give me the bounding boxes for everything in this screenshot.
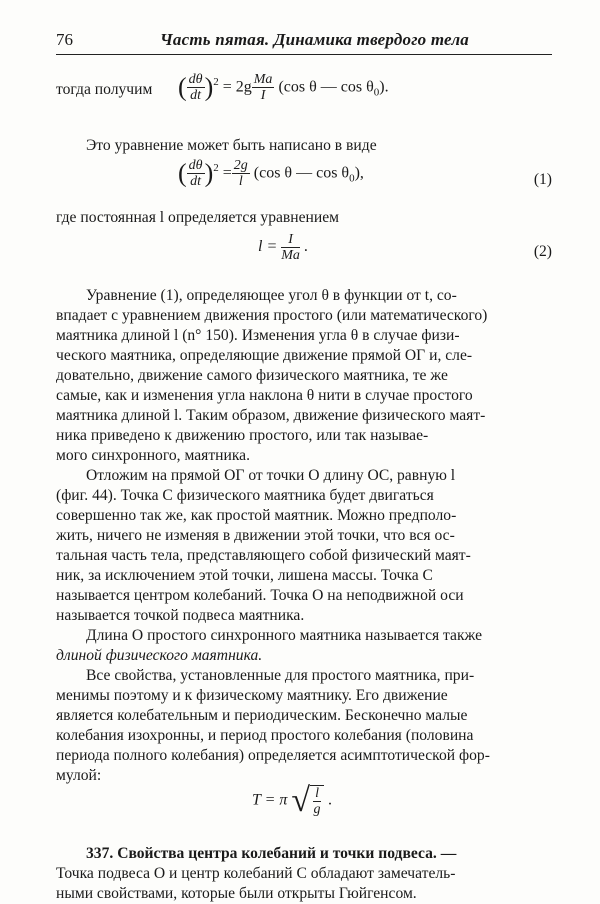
eq1-rhs: (cos θ — cos θ — [253, 164, 350, 182]
para1-line: самые, как и изменения угла наклона θ нити в случае простого — [56, 387, 473, 404]
running-title: Часть пятая. Динамика твердого тела — [160, 30, 469, 49]
para4-line: колебания изохронны, и период простого колебания (половина — [56, 727, 474, 744]
eq1-f-den: l — [238, 174, 243, 190]
eq3-lhs: T = π — [252, 791, 288, 809]
para1-line: маятника длиной l. Таким образом, движение физического маят- — [56, 407, 486, 424]
para1-line: маятника длиной l (n° 150). Изменения угла θ в случае физи- — [56, 327, 460, 344]
para4-line: менимы поэтому и к физическому маятнику. Его движение — [56, 687, 448, 704]
para4-line: мулой: — [56, 767, 102, 784]
eq3-f-num: l — [315, 786, 319, 801]
paragraph-3 — [56, 626, 552, 666]
equation-2-number: (2) — [533, 243, 552, 260]
paragraph-1 — [56, 286, 552, 466]
section-line: ными свойствами, которые были открыты Гюйгенсом. — [56, 885, 417, 902]
paragraph-2 — [56, 466, 552, 626]
para2-line: ник, за исключением этой точки, лишена массы. Точка C — [56, 567, 433, 584]
para2-line: называется точкой подвеса маятника. — [56, 607, 305, 624]
eq2-f-num: I — [281, 232, 300, 248]
square-root: √ $\frac{l}{g}$ — [291, 784, 324, 818]
eq1-rhs-sub: 0 — [349, 172, 355, 185]
eq0-f-den: I — [260, 88, 266, 104]
para2-line: Отложим на прямой OΓ от точки O длину OC, равную l — [86, 467, 456, 484]
eq1-f-num: 2g — [233, 158, 248, 174]
para1-line: ческого маятника, определяющие движение прямой OΓ и, сле- — [56, 347, 473, 364]
page-body — [56, 72, 552, 904]
para3-line: Длина O простого синхронного маятника называется также — [86, 627, 483, 644]
para2-line: жить, ничего не изменяя в движении этой точки, что вся ос- — [56, 527, 455, 544]
equation-0-line — [56, 72, 552, 122]
section-337 — [56, 844, 552, 904]
eq1-rhs-end: ), — [354, 164, 364, 182]
eq1-lhs-den: dt — [190, 174, 202, 190]
eq3-end: . — [327, 791, 332, 809]
eq2-end: . — [303, 238, 308, 256]
equation-1-line — [56, 158, 552, 204]
eq0-mid: = 2g — [222, 78, 252, 96]
can-write-text: Это уравнение может быть написано в виде — [86, 137, 377, 154]
eq1-eq: = — [222, 164, 232, 182]
eq0-lhs-num: dθ — [188, 72, 203, 88]
eq3-f-den: g — [313, 802, 321, 817]
page-number: 76 — [56, 30, 73, 49]
eq0-f-num: Ma — [253, 72, 273, 88]
eq0-exp: 2 — [213, 76, 219, 88]
para3-line: длиной физического маятника. — [56, 647, 263, 664]
equation-0: ( $\frac{d\theta}{dt}$ )$^2$ = 2g $\frac{Ma}{I}$ (cos θ — $\cos \theta_0$). — [178, 72, 389, 104]
eq2-f-den: Ma — [281, 248, 300, 263]
para2-line: (фиг. 44). Точка C физического маятника будет двигаться — [56, 487, 434, 504]
page-header — [56, 28, 552, 55]
section-line: Точка подвеса O и центр колебаний C обладают замечатель- — [56, 865, 456, 882]
equation-1: ( $\frac{d\theta}{dt}$ )$^2$ = $\frac{2g}{l}$ (cos θ — $\cos \theta_0$), — [178, 158, 364, 190]
equation-2 — [258, 232, 308, 263]
constant-text: где постоянная l определяется уравнением — [56, 209, 340, 226]
eq2-lhs: l = — [258, 238, 278, 256]
para1-line: ника приведено к движению простого, или так называе- — [56, 427, 429, 444]
para1-line: довательно, движение самого физического маятника, те же — [56, 367, 448, 384]
para2-line: тальная часть тела, представляющего собой физический маят- — [56, 547, 471, 564]
section-title: 337. Свойства центра колебаний и точки подвеса. — — [86, 845, 457, 862]
para4-line: является колебательным и периодическим. Бесконечно малые — [56, 707, 468, 724]
equation-1-number: (1) — [533, 171, 552, 188]
para1-line: впадает с уравнением движения простого (или математического) — [56, 307, 488, 324]
para1-line: Уравнение (1), определяющее угол θ в функции от t, со- — [86, 287, 457, 304]
eq0-rhs-end: ). — [379, 78, 389, 96]
para4-line: периода полного колебания) определяется асимптотической фор- — [56, 747, 490, 764]
equation-2-line — [56, 232, 552, 272]
para4-line: Все свойства, установленные для простого маятника, при- — [86, 667, 475, 684]
intro-text: тогда получим — [56, 81, 153, 98]
eq0-rhs-sub: 0 — [373, 86, 380, 99]
paragraph-4 — [56, 666, 552, 786]
para2-line: совершенно так же, как простой маятник. Можно предполо- — [56, 507, 457, 524]
para2-line: называется центром колебаний. Точка O на неподвижной оси — [56, 587, 464, 604]
equation-3 — [252, 784, 332, 818]
equation-3-line — [56, 782, 552, 832]
eq0-rhs: (cos θ — cos θ — [278, 78, 374, 96]
para1-line: мого синхронного, маятника. — [56, 447, 250, 464]
eq1-lhs-num: dθ — [188, 158, 203, 174]
eq0-lhs-den: dt — [190, 88, 202, 104]
eq1-exp: 2 — [213, 162, 219, 174]
